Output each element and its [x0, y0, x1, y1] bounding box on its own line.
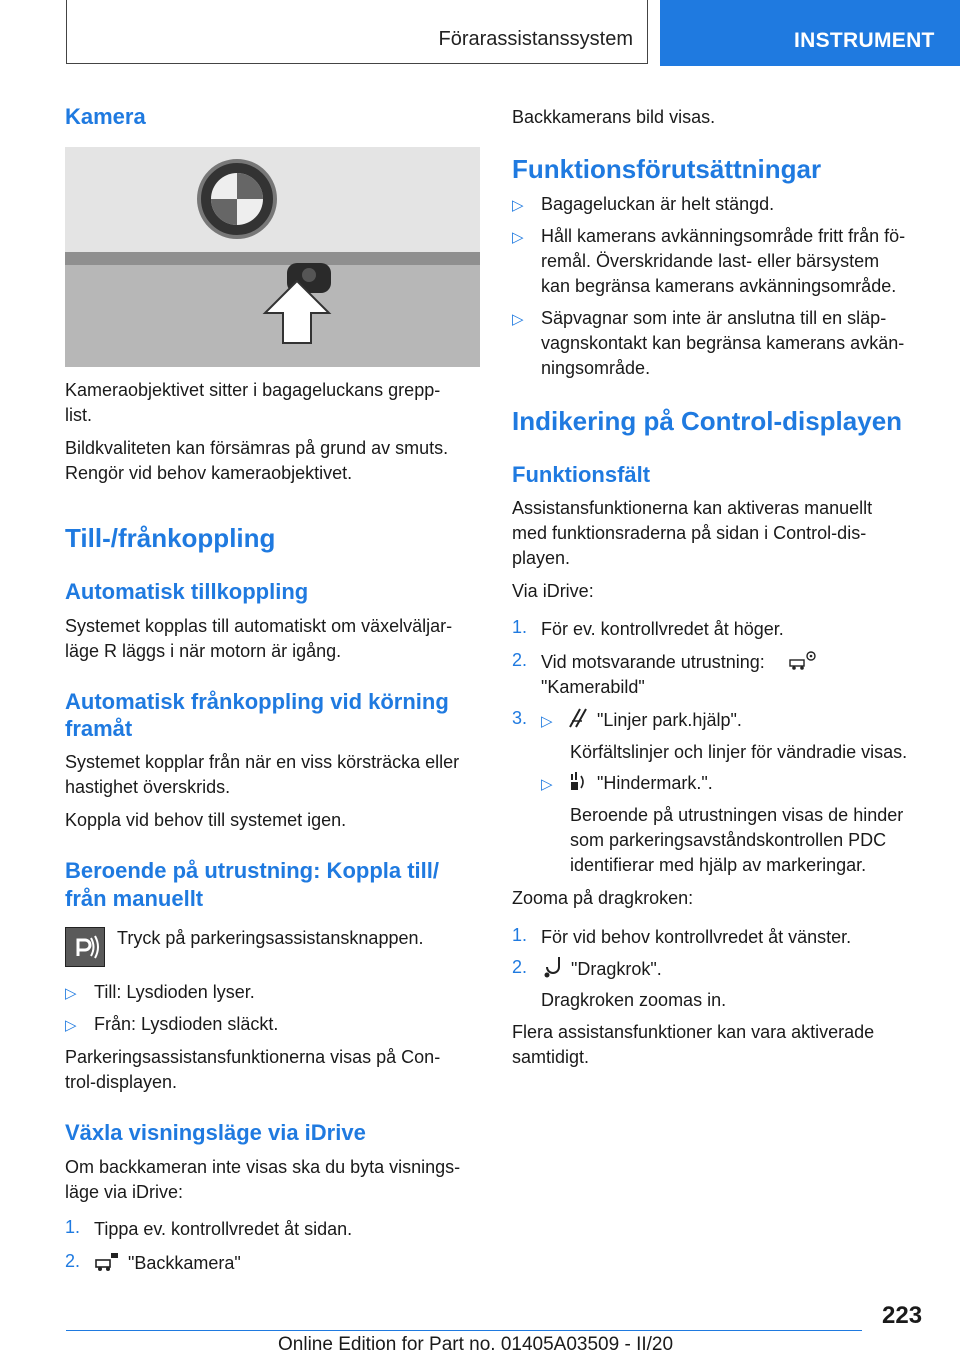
bullet-icon: ▷: [512, 229, 524, 246]
bullet-icon: ▷: [65, 985, 77, 1002]
footer-divider: [66, 1330, 862, 1331]
auto-till-text-a: Systemet kopplas till automatiskt om växelväljar-: [65, 616, 453, 636]
step-number: 1.: [512, 617, 528, 637]
func-step-3: "Linjer park.hjälp".: [597, 710, 742, 730]
park-text-a: Parkeringsassistansfunktionerna visas på Con-: [65, 1047, 441, 1067]
req-bullet-2b: remål. Överskridande last- eller bärsystem: [541, 251, 880, 271]
req-bullet-1: Bagageluckan är helt stängd.: [541, 194, 775, 214]
kamera-text-2a: Bildkvaliteten kan försämras på grund av smuts.: [65, 438, 449, 458]
step-number: 3.: [512, 708, 528, 728]
heading-auto-fran-b: framåt: [65, 716, 133, 741]
auto-fran-text-b: hastighet överskrids.: [65, 777, 231, 797]
header-chapter-title: INSTRUMENT: [794, 29, 935, 52]
func-step-4-desc-a: Beroende på utrustningen visas de hinder: [570, 805, 904, 825]
auto-fran-text-a: Systemet kopplar från när en viss körsträcka eller: [65, 752, 460, 772]
parking-lines-icon: [566, 705, 590, 729]
camera-photo: [65, 147, 480, 367]
heading-kamera: Kamera: [65, 104, 146, 129]
step-number: 2.: [65, 1251, 81, 1271]
auto-till-text-b: läge R läggs i när motorn är igång.: [65, 641, 342, 661]
zoom-heading: Zooma på dragkroken:: [512, 888, 694, 908]
manuellt-text: Tryck på parkeringsassistansknappen.: [117, 928, 424, 948]
footer-edition: Online Edition for Part no. 01405A03509 - II/20: [278, 1334, 674, 1355]
kamera-text-2b: Rengör vid behov kameraobjektivet.: [65, 463, 353, 483]
header-section-tab: [66, 0, 648, 64]
func-step-2a: Vid motsvarande utrustning:: [541, 652, 765, 672]
step-number: 1.: [65, 1217, 81, 1237]
heading-funktionsfalt: Funktionsfält: [512, 462, 651, 487]
right-top-text: Backkamerans bild visas.: [512, 107, 716, 127]
park-assist-button-icon: [65, 927, 105, 967]
bullet-icon: ▷: [65, 1017, 77, 1034]
heading-forutsattningar: Funktionsförutsättningar: [512, 154, 822, 184]
kamera-text-1b: list.: [65, 405, 92, 425]
camera-illustration: [65, 147, 480, 367]
bullet-icon: ▷: [512, 197, 524, 214]
step-number: 2.: [512, 650, 528, 670]
heading-manuellt-a: Beroende på utrustning: Koppla till/: [65, 858, 439, 883]
step-number: 2.: [512, 957, 528, 977]
zoom-step-2: "Dragkrok".: [571, 959, 662, 979]
falt-text-c: playen.: [512, 548, 571, 568]
end-text-b: samtidigt.: [512, 1047, 590, 1067]
header-chapter-tab: [660, 0, 960, 66]
auto-fran-text-2: Koppla vid behov till systemet igen.: [65, 810, 347, 830]
end-text-a: Flera assistansfunktioner kan vara aktiverade: [512, 1022, 875, 1042]
req-bullet-3a: Säpvagnar som inte är anslutna till en släp-: [541, 308, 887, 328]
tow-hook-icon: [541, 955, 565, 979]
bullet-fran: Från: Lysdioden släckt.: [94, 1014, 279, 1034]
func-step-4: "Hindermark.".: [597, 773, 713, 793]
header-section-title: Förarassistanssystem: [438, 28, 633, 50]
via-idrive: Via iDrive:: [512, 581, 594, 601]
heading-auto-fran-a: Automatisk frånkoppling vid körning: [65, 689, 449, 714]
heading-koppling: Till-/frånkoppling: [65, 523, 276, 553]
heading-manuellt-b: från manuellt: [65, 886, 204, 911]
vaxla-text-a: Om backkameran inte visas ska du byta visnings-: [65, 1157, 461, 1177]
obstacle-marking-icon: [568, 770, 590, 792]
func-step-3-desc: Körfältslinjer och linjer för vändradie visas.: [570, 742, 908, 762]
step-number: 1.: [512, 925, 528, 945]
falt-text-b: med funktionsraderna på sidan i Control-dis-: [512, 523, 867, 543]
page-number: 223: [882, 1302, 923, 1329]
bullet-till: Till: Lysdioden lyser.: [94, 982, 255, 1002]
heading-vaxla: Växla visningsläge via iDrive: [65, 1120, 366, 1145]
backkamera-icon: [94, 1250, 120, 1272]
kamera-text-1a: Kameraobjektivet sitter i bagageluckans grepp-: [65, 380, 441, 400]
vaxla-step-1: Tippa ev. kontrollvredet åt sidan.: [94, 1219, 353, 1239]
func-step-4-desc-b: som parkeringsavståndskontrollen PDC: [570, 830, 887, 850]
falt-text-a: Assistansfunktionerna kan aktiveras manuellt: [512, 498, 873, 518]
zoom-step-1: För vid behov kontrollvredet åt vänster.: [541, 927, 852, 947]
bullet-icon: ▷: [541, 713, 553, 730]
req-bullet-3c: ningsområde.: [541, 358, 651, 378]
bullet-icon: ▷: [541, 776, 553, 793]
vaxla-step-2: "Backkamera": [128, 1253, 241, 1273]
req-bullet-3b: vagnskontakt kan begränsa kamerans avkän-: [541, 333, 905, 353]
req-bullet-2a: Håll kamerans avkänningsområde fritt från fö-: [541, 226, 906, 246]
func-step-1: För ev. kontrollvredet åt höger.: [541, 619, 784, 639]
func-step-4-desc-c: identifierar med hjälp av markeringar.: [570, 855, 867, 875]
zoom-step-2-desc: Dragkroken zoomas in.: [541, 990, 727, 1010]
heading-auto-till: Automatisk tillkoppling: [65, 579, 309, 604]
req-bullet-2c: kan begränsa kamerans avkänningsområde.: [541, 276, 897, 296]
kamerabild-icon: [788, 649, 818, 671]
bullet-icon: ▷: [512, 311, 524, 328]
heading-indikering: Indikering på Control-displayen: [512, 406, 903, 436]
vaxla-text-b: läge via iDrive:: [65, 1182, 184, 1202]
func-step-2b: "Kamerabild": [541, 677, 645, 697]
park-text-b: trol-displayen.: [65, 1072, 178, 1092]
